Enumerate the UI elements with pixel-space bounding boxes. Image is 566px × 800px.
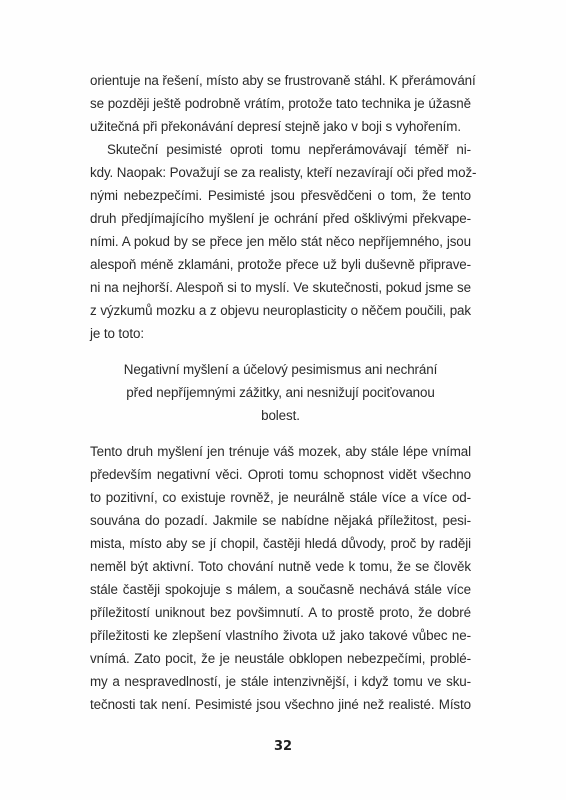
body-text-line: to pozitivní, co existuje rovněž, je neurálně stále více a více od- <box>90 490 471 505</box>
body-text-line: stále častěji spokojuje s málem, a současně nechává stále více <box>90 582 471 597</box>
body-text-line: příležitosti ke zlepšení vlastního života už jako takové vůbec ne- <box>90 628 471 643</box>
body-text-line: neměl být aktivní. Toto chování nutně vede k tomu, že se člověk <box>90 559 471 574</box>
page-number: 32 <box>273 739 293 754</box>
body-text-line: orientuje na řešení, místo aby se frustrovaně stáhl. K přerámování <box>90 73 476 88</box>
body-text-line: ni na nejhorší. Alespoň si to myslí. Ve skutečnosti, pokud jsme se <box>90 280 471 295</box>
body-text-line: se později ještě podrobně vrátím, protože tato technika je úžasně <box>90 96 471 111</box>
body-text-line: nými nebezpečími. Pesimisté jsou přesvědčeni o tom, že tento <box>90 188 471 203</box>
body-text-line: kdy. Naopak: Považují se za realisty, kteří nezavírají oči před mož- <box>90 165 477 180</box>
body-text-line: tečnosti tak není. Pesimisté jsou všechno jiné než realisté. Místo <box>90 697 471 712</box>
quote-line: před nepříjemnými zážitky, ani nesnižují pociťovanou <box>126 385 435 400</box>
body-text-line: příležitostí uniknout bez povšimnutí. A to prostě proto, že dobré <box>90 605 471 620</box>
body-text-line: souvána do pozadí. Jakmile se nabídne nějaká příležitost, pesi- <box>90 513 471 528</box>
body-text-line: užitečná při překonávání depresí stejně jako v boji s vyhořením. <box>90 119 461 134</box>
body-text-line: druh předjímajícího myšlení je ochrání před ošklivými překvape- <box>90 211 471 226</box>
body-text-line: my a nespravedlností, je stále intenzivnější, i když tomu ve sku- <box>90 674 471 689</box>
body-text-line: především negativní věci. Oproti tomu schopnost vidět všechno <box>90 467 471 482</box>
body-text-line: mista, místo aby se jí chopil, častěji hledá důvody, proč by raději <box>90 536 471 551</box>
quote-line: bolest. <box>261 408 300 423</box>
body-text-line: Skuteční pesimisté oproti tomu nepřerámovávají téměř ni- <box>107 142 471 157</box>
body-text-line: z výzkumů mozku a z objevu neuroplasticity o něčem poučili, pak <box>90 303 471 318</box>
body-text-line: Tento druh myšlení jen trénuje váš mozek, aby stále lépe vnímal <box>90 444 471 459</box>
quote-line: Negativní myšlení a účelový pesimismus ani nechrání <box>123 362 438 377</box>
body-text-line: ními. A pokud by se přece jen mělo stát něco nepříjemného, jsou <box>90 234 471 249</box>
body-text-line: alespoň méně zklamáni, protože přece už byli duševně připrave- <box>90 257 471 272</box>
body-text-line: je to toto: <box>90 326 144 341</box>
body-text-line: vnímá. Zato pocit, že je neustále obklopen nebezpečími, problé- <box>90 651 471 666</box>
